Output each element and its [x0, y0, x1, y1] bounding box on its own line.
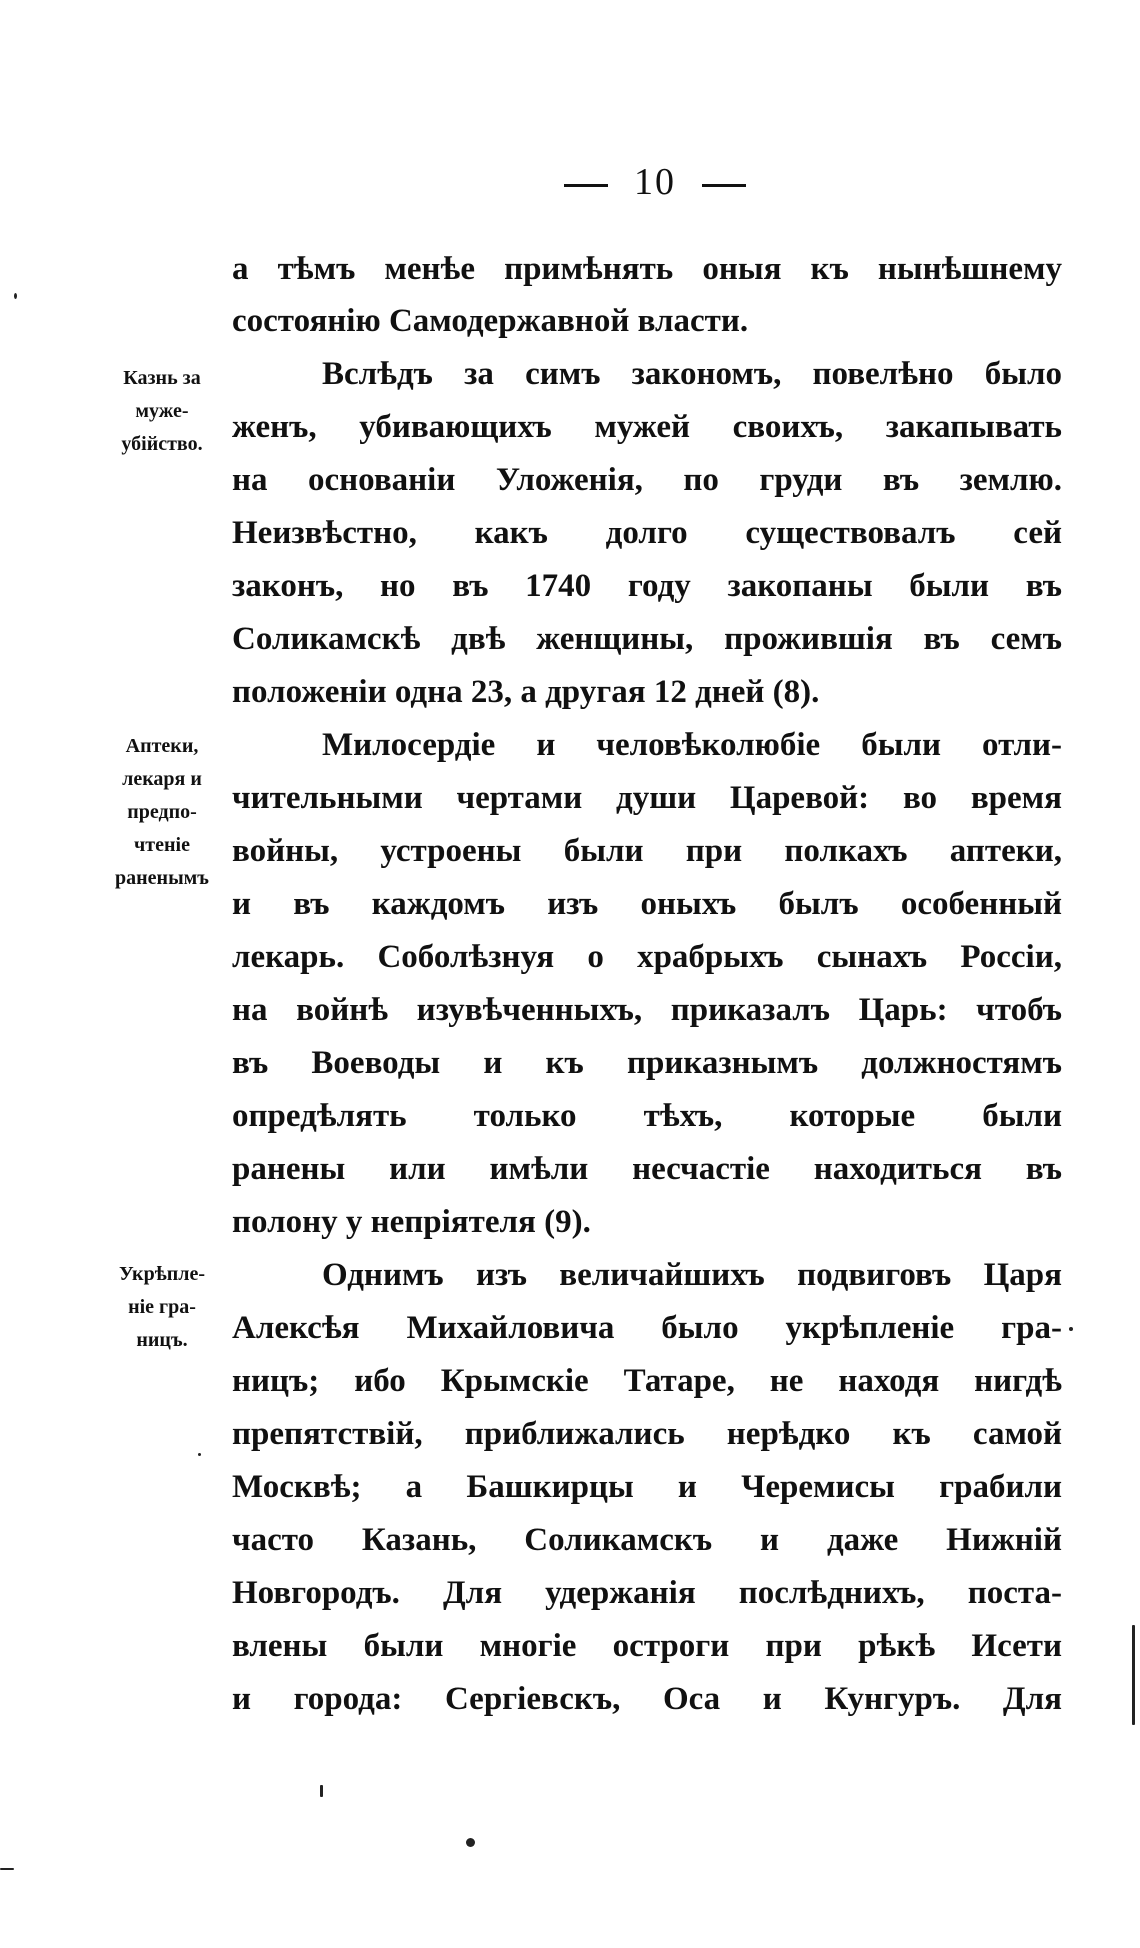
text-line: препятствій, приближались нерѣдко къ самой — [232, 1416, 1062, 1452]
text-line: Новгородъ. Для удержанія послѣднихъ, поста- — [232, 1575, 1062, 1611]
text-line: чительными чертами души Царевой: во время — [232, 780, 1062, 816]
text-line: и въ каждомъ изъ оныхъ былъ особенный — [232, 886, 1062, 922]
margin-note-borders — [92, 1258, 232, 1357]
text-line: Москвѣ; а Башкирцы и Черемисы грабили — [232, 1469, 1062, 1505]
text-line: Алексѣя Михайловича было укрѣпленіе гра- — [232, 1310, 1062, 1346]
text-line: а тѣмъ менѣе примѣнять оныя къ нынѣшнему — [232, 251, 1062, 287]
text-line: Соликамскѣ двѣ женщины, прожившія въ семъ — [232, 621, 1062, 657]
margin-note-line: муже- — [135, 400, 189, 422]
text-line: ницъ; ибо Крымскіе Татаре, не находя нигдѣ — [232, 1363, 1062, 1399]
margin-note-line: убійство. — [121, 433, 203, 455]
scan-speck — [198, 1453, 201, 1456]
text-line: Вслѣдъ за симъ закономъ, повелѣно было — [322, 356, 1062, 392]
text-line: законъ, но въ 1740 году закопаны были въ — [232, 568, 1062, 604]
scan-speck — [466, 1838, 475, 1847]
text-line: женъ, убивающихъ мужей своихъ, закапывать — [232, 409, 1062, 445]
text-line: положеніи одна 23, а другая 12 дней (8). — [232, 674, 820, 710]
margin-note-line: предпо- — [127, 801, 197, 823]
text-line: на войнѣ изувѣченныхъ, приказалъ Царь: чтобъ — [232, 992, 1062, 1028]
scan-speck — [14, 293, 17, 299]
margin-note-line: Аптеки, — [125, 735, 199, 757]
margin-note-line: ницъ. — [136, 1329, 188, 1351]
margin-note-line: ніе гра- — [128, 1296, 196, 1318]
text-line: влены были многіе остроги при рѣкѣ Исети — [232, 1628, 1062, 1664]
text-line: Милосердіе и человѣколюбіе были отли- — [322, 727, 1062, 763]
scan-speck — [1132, 1625, 1135, 1725]
page-header — [0, 160, 1140, 204]
header-dash-right — [702, 184, 746, 187]
scan-speck — [320, 1785, 323, 1797]
margin-note-line: раненымъ — [115, 867, 209, 889]
text-line: въ Воеводы и къ приказнымъ должностямъ — [232, 1045, 1062, 1081]
text-line: лекарь. Соболѣзнуя о храбрыхъ сынахъ Россіи, — [232, 939, 1062, 975]
margin-note-line: лекаря и — [122, 768, 202, 790]
text-line: ранены или имѣли несчастіе находиться въ — [232, 1151, 1062, 1187]
margin-note-line: Укрѣпле- — [119, 1263, 205, 1285]
page-number: 10 — [634, 161, 676, 203]
text-line: и города: Сергіевскъ, Оса и Кунгуръ. Для — [232, 1681, 1062, 1717]
margin-note-execution — [92, 362, 232, 461]
margin-note-line: чтеніе — [134, 834, 190, 856]
text-line: Однимъ изъ величайшихъ подвиговъ Царя — [322, 1257, 1062, 1293]
text-line: войны, устроены были при полкахъ аптеки, — [232, 833, 1062, 869]
scan-speck — [1069, 1327, 1073, 1331]
text-line: на основаніи Уложенія, по груди въ землю. — [232, 462, 1062, 498]
text-line: полону у непріятеля (9). — [232, 1204, 591, 1240]
margin-note-pharmacies — [92, 730, 232, 895]
text-line: состоянію Самодержавной власти. — [232, 303, 749, 339]
scan-speck — [0, 1868, 14, 1870]
text-line: опредѣлять только тѣхъ, которые были — [232, 1098, 1062, 1134]
text-line: часто Казань, Соликамскъ и даже Нижній — [232, 1522, 1062, 1558]
text-line: Неизвѣстно, какъ долго существовалъ сей — [232, 515, 1062, 551]
header-dash-left — [564, 184, 608, 187]
margin-note-line: Казнь за — [123, 367, 201, 389]
